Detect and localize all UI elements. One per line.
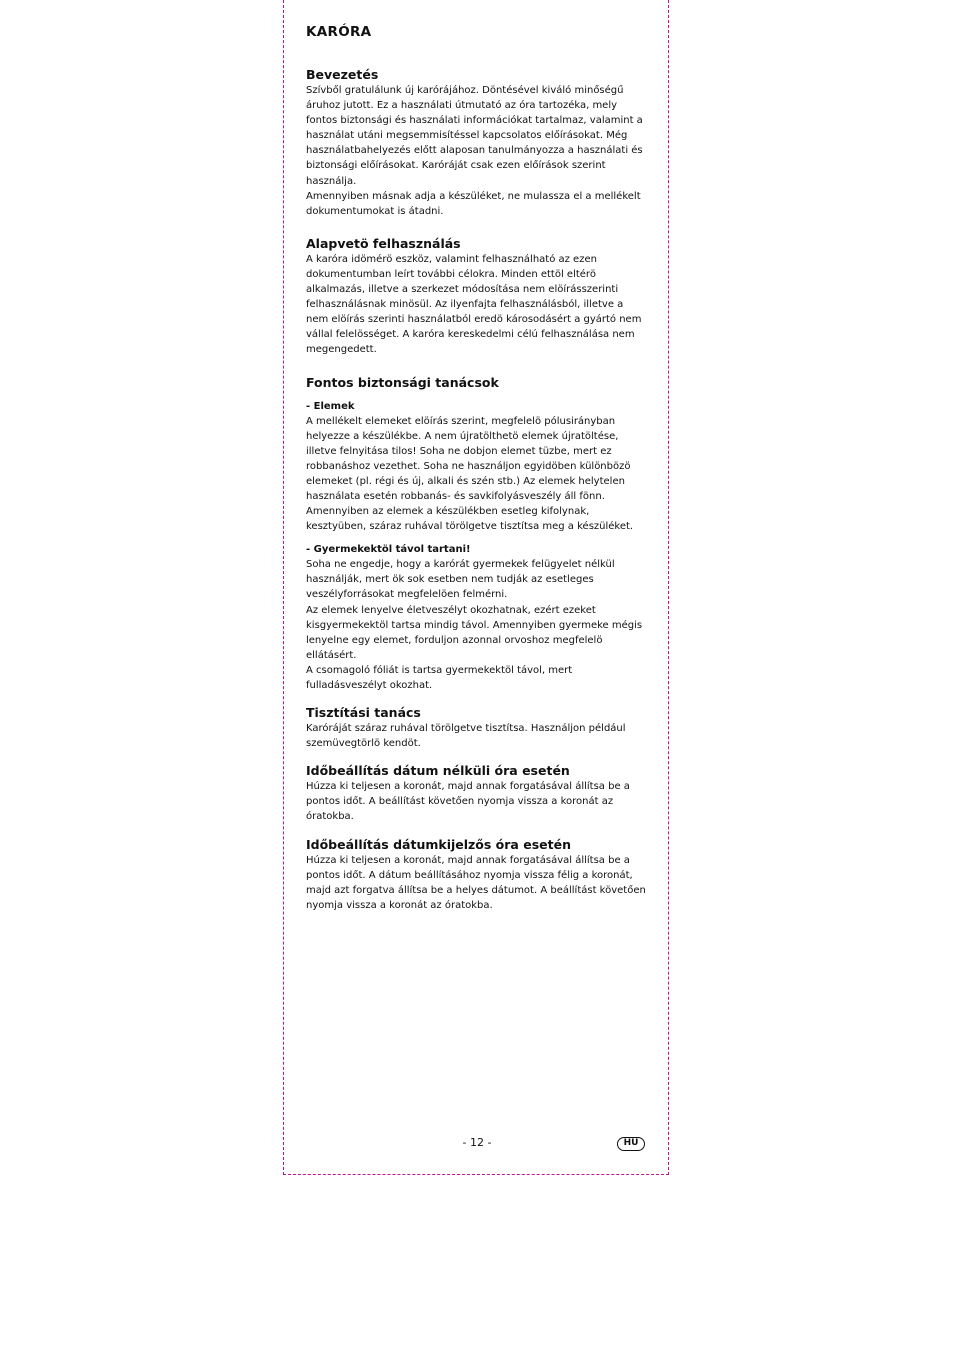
section-time-no-date xyxy=(306,763,648,824)
section-heading-cleaning: Tisztítási tanács xyxy=(306,705,421,721)
section-basic-use xyxy=(306,236,648,358)
time-no-date-paragraph: Húzza ki teljesen a koronát, majd annak forgatásával állítsa be a pontos időt. A beállítást követően nyomja vissza a koronát az óratokba. xyxy=(306,781,630,823)
section-cleaning xyxy=(306,705,648,751)
subheading-batteries: - Elemek xyxy=(306,400,355,412)
section-intro xyxy=(306,67,648,219)
time-with-date-paragraph: Húzza ki teljesen a koronát, majd annak forgatásával állítsa be a pontos időt. A dátum beállításához nyomja vissza félig a koronát, majd azt forgatva állítsa be a helyes dátumot. A beállítást követően nyomja vissza a koronát az óratokba. xyxy=(306,854,646,911)
batteries-paragraph-2: Amennyiben az elemek a készülékben esetleg kifolynak, kesztyüben, száraz ruhával törölgetve tisztítsa meg a készüléket. xyxy=(306,506,634,533)
batteries-paragraph-1: A mellékelt elemeket elöírás szerint, megfelelö pólusirányban helyezze a készülékbe. A nem újratölthetö elemek újratöltése, illetve felnyitása tilos! Soha ne dobjon elemet tüzbe, mert ez robbanáshoz vezethet. Soha ne használjon egyidöben különbözö elemeket (pl. régi és új, alkali és szén stb.) Az elemek helytelen használata esetén robbanás- és savkifolyásveszély áll fönn. xyxy=(306,415,631,502)
subheading-children: - Gyermekektöl távol tartani! xyxy=(306,544,471,556)
document-title: KARÓRA xyxy=(306,24,372,40)
section-time-with-date xyxy=(306,837,648,913)
language-badge: HU xyxy=(617,1137,645,1151)
children-paragraph-3: A csomagoló fóliát is tartsa gyermekektöl távol, mert fulladásveszélyt okozhat. xyxy=(306,664,573,691)
document-body xyxy=(306,24,648,913)
section-heading-basic-use: Alapvetö felhasználás xyxy=(306,235,461,251)
children-paragraph-1: Soha ne engedje, hogy a karórát gyermekek felügyelet nélkül használják, mert ök sok esetben nem tudják az esetleges veszélyforrásokat megfelelöen felmérni. xyxy=(306,559,615,601)
cleaning-paragraph: Karóráját száraz ruhával törölgetve tisztítsa. Használjon például szemüvegtörlö kendöt. xyxy=(306,723,626,750)
section-heading-safety: Fontos biztonsági tanácsok xyxy=(306,374,499,390)
section-heading-time-with-date: Időbeállítás dátumkijelzős óra esetén xyxy=(306,836,571,852)
basic-use-paragraph: A karóra idömérö eszköz, valamint felhasználható az ezen dokumentumban leírt további célokra. Minden ettöl eltérö alkalmazás, illetve a szerkezet módosítása nem elöírásszerinti felhasználásnak minösül. Az ilyenfajta felhasználásból, illetve a nem elöírás szerinti használatból eredö károsodásért a gyártó nem vállal felelösséget. A karóra kereskedelmi célú felhasználása nem megengedett. xyxy=(306,253,642,356)
page-number: - 12 - xyxy=(462,1136,492,1149)
children-paragraph-2: Az elemek lenyelve életveszélyt okozhatnak, ezért ezeket kisgyermekektöl tartsa mindig távol. Amennyiben gyermeke mégis lenyelne egy elemet, forduljon azonnal orvoshoz megfelelö ellátásért. xyxy=(306,604,643,661)
section-heading-time-no-date: Időbeállítás dátum nélküli óra esetén xyxy=(306,763,570,779)
intro-paragraph-1: Szívből gratulálunk új karórájához. Döntésével kiváló minőségű áruhoz jutott. Ez a használati útmutató az óra tartozéka, mely fontos biztonsági és használati információkat tartalmaz, valamint a használat utáni megsemmisítéssel kapcsolatos előírásokat. Még használatbahelyezés előtt alaposan tanulmányozza a használati és biztonsági előírásokat. Karóráját csak ezen előírások szerint használja. xyxy=(306,85,643,187)
section-heading-intro: Bevezetés xyxy=(306,67,379,82)
section-safety xyxy=(306,375,648,694)
intro-paragraph-2: Amennyiben másnak adja a készüléket, ne mulassza el a mellékelt dokumentumokat is átadni. xyxy=(306,190,641,217)
